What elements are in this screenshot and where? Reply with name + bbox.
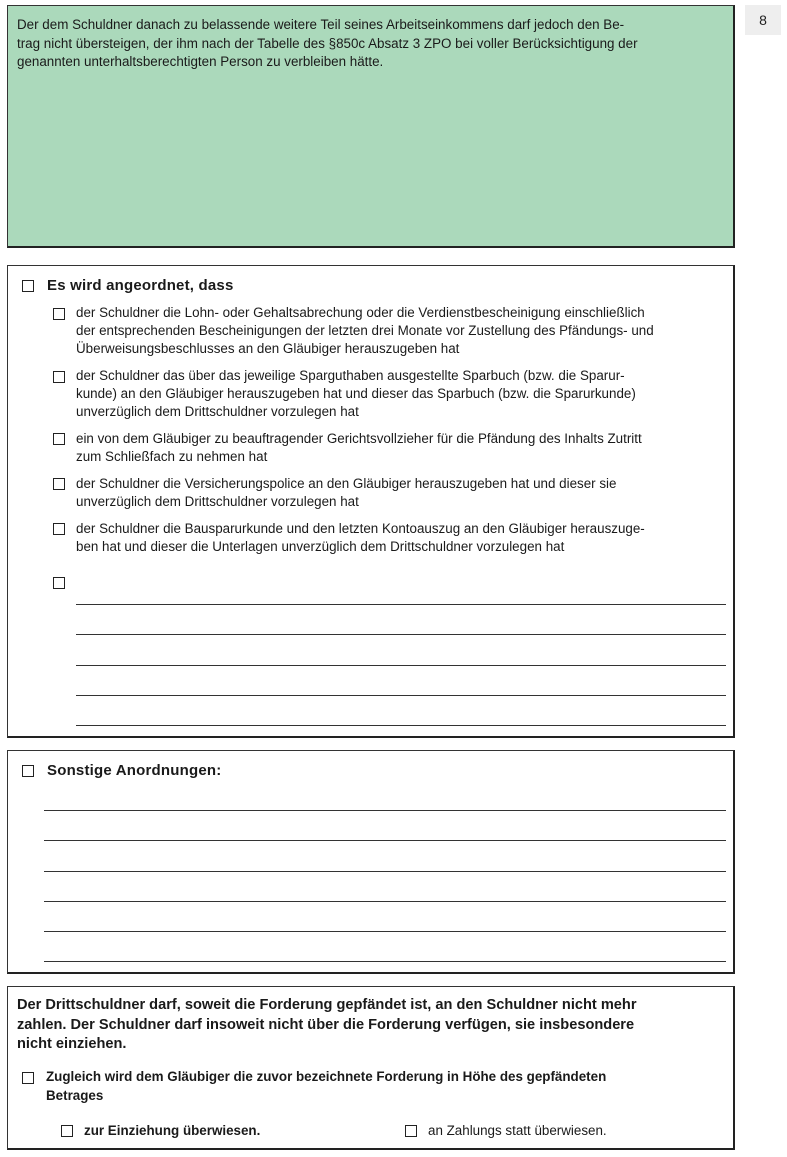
- transfer-section: [7, 986, 735, 1150]
- order-item-building-savings: [76, 520, 731, 556]
- payment-checkbox[interactable]: [405, 1125, 417, 1137]
- limit-line: trag nicht übersteigen, der ihm nach der Tabelle des §850c Absatz 3 ZPO bei voller Berücksichtigung der: [17, 35, 638, 51]
- item-line: Überweisungsbeschlusses an den Gläubiger herauszugeben hat: [76, 341, 460, 356]
- limit-section: [7, 5, 735, 248]
- other-orders-heading: Sonstige Anordnungen:: [47, 762, 222, 779]
- item-checkbox-safe-deposit[interactable]: [53, 433, 65, 445]
- other-orders-line[interactable]: [44, 840, 726, 841]
- item-checkbox-custom[interactable]: [53, 577, 65, 589]
- other-orders-line[interactable]: [44, 871, 726, 872]
- order-heading: Es wird angeordnet, dass: [47, 277, 234, 294]
- notice-line: nicht einziehen.: [17, 1036, 127, 1052]
- limit-line: Der dem Schuldner danach zu belassende weitere Teil seines Arbeitseinkommens darf jedoch den Be-: [17, 17, 625, 32]
- order-item-insurance: [76, 475, 731, 511]
- order-item-payslip: [76, 304, 731, 358]
- item-line: der entsprechenden Bescheinigungen der letzten drei Monate vor Zustellung des Pfändungs- und: [76, 323, 654, 338]
- notice-line: Der Drittschuldner darf, soweit die Forderung gepfändet ist, an den Schuldner nicht mehr: [17, 997, 637, 1013]
- page-number: 8: [745, 5, 781, 35]
- item-checkbox-building-savings[interactable]: [53, 523, 65, 535]
- item-line: der Schuldner das über das jeweilige Sparguthaben ausgestellte Sparbuch (bzw. die Sparur-: [76, 368, 625, 383]
- limit-text: [17, 16, 722, 72]
- assignment-checkbox[interactable]: [22, 1072, 34, 1084]
- order-item-safe-deposit: [76, 430, 731, 466]
- notice-line: zahlen. Der Schuldner darf insoweit nicht über die Forderung verfügen, sie insbesondere: [17, 1016, 635, 1033]
- custom-order-line[interactable]: [76, 634, 726, 635]
- payment-option-label: an Zahlungs statt überwiesen.: [428, 1123, 607, 1138]
- custom-order-line[interactable]: [76, 604, 726, 605]
- item-line: kunde) an den Gläubiger herauszugeben hat und dieser das Sparbuch (bzw. die Sparurkunde): [76, 386, 636, 401]
- other-orders-checkbox[interactable]: [22, 765, 34, 777]
- item-checkbox-insurance[interactable]: [53, 478, 65, 490]
- collection-option-label: zur Einziehung überwiesen.: [84, 1123, 261, 1138]
- custom-order-line[interactable]: [76, 695, 726, 696]
- collection-checkbox[interactable]: [61, 1125, 73, 1137]
- item-line: ben hat und dieser die Unterlagen unverzüglich dem Drittschuldner vorzulegen hat: [76, 539, 565, 554]
- custom-order-line[interactable]: [76, 725, 726, 726]
- item-line: unverzüglich dem Drittschuldner vorzulegen hat: [76, 404, 359, 419]
- other-orders-line[interactable]: [44, 810, 726, 811]
- other-orders-line[interactable]: [44, 931, 726, 932]
- assignment-line: Betrages: [46, 1087, 104, 1103]
- third-party-debtor-notice: [17, 996, 727, 1055]
- other-orders-line[interactable]: [44, 961, 726, 962]
- item-line: zum Schließfach zu nehmen hat: [76, 449, 268, 464]
- custom-order-line[interactable]: [76, 665, 726, 666]
- other-orders-section: [7, 750, 735, 974]
- item-line: der Schuldner die Versicherungspolice an den Gläubiger herauszugeben hat und dieser sie: [76, 476, 617, 491]
- limit-line: genannten unterhaltsberechtigten Person zu verbleiben hätte.: [17, 54, 384, 69]
- other-orders-line[interactable]: [44, 901, 726, 902]
- assignment-text: [46, 1068, 726, 1105]
- item-line: der Schuldner die Lohn- oder Gehaltsabrechung oder die Verdienstbescheinigung einschließlich: [76, 305, 645, 320]
- assignment-line: Zugleich wird dem Gläubiger die zuvor bezeichnete Forderung in Höhe des gepfändeten: [46, 1069, 607, 1084]
- item-line: unverzüglich dem Drittschuldner vorzulegen hat: [76, 494, 359, 509]
- item-line: der Schuldner die Bausparurkunde und den letzten Kontoauszug an den Gläubiger herauszuge-: [76, 521, 645, 536]
- order-checkbox[interactable]: [22, 280, 34, 292]
- item-checkbox-savings-book[interactable]: [53, 371, 65, 383]
- item-line: ein von dem Gläubiger zu beauftragender Gerichtsvollzieher für die Pfändung des Inhalts Zutritt: [76, 431, 642, 446]
- order-item-savings-book: [76, 367, 731, 421]
- item-checkbox-payslip[interactable]: [53, 308, 65, 320]
- order-section: [7, 265, 735, 738]
